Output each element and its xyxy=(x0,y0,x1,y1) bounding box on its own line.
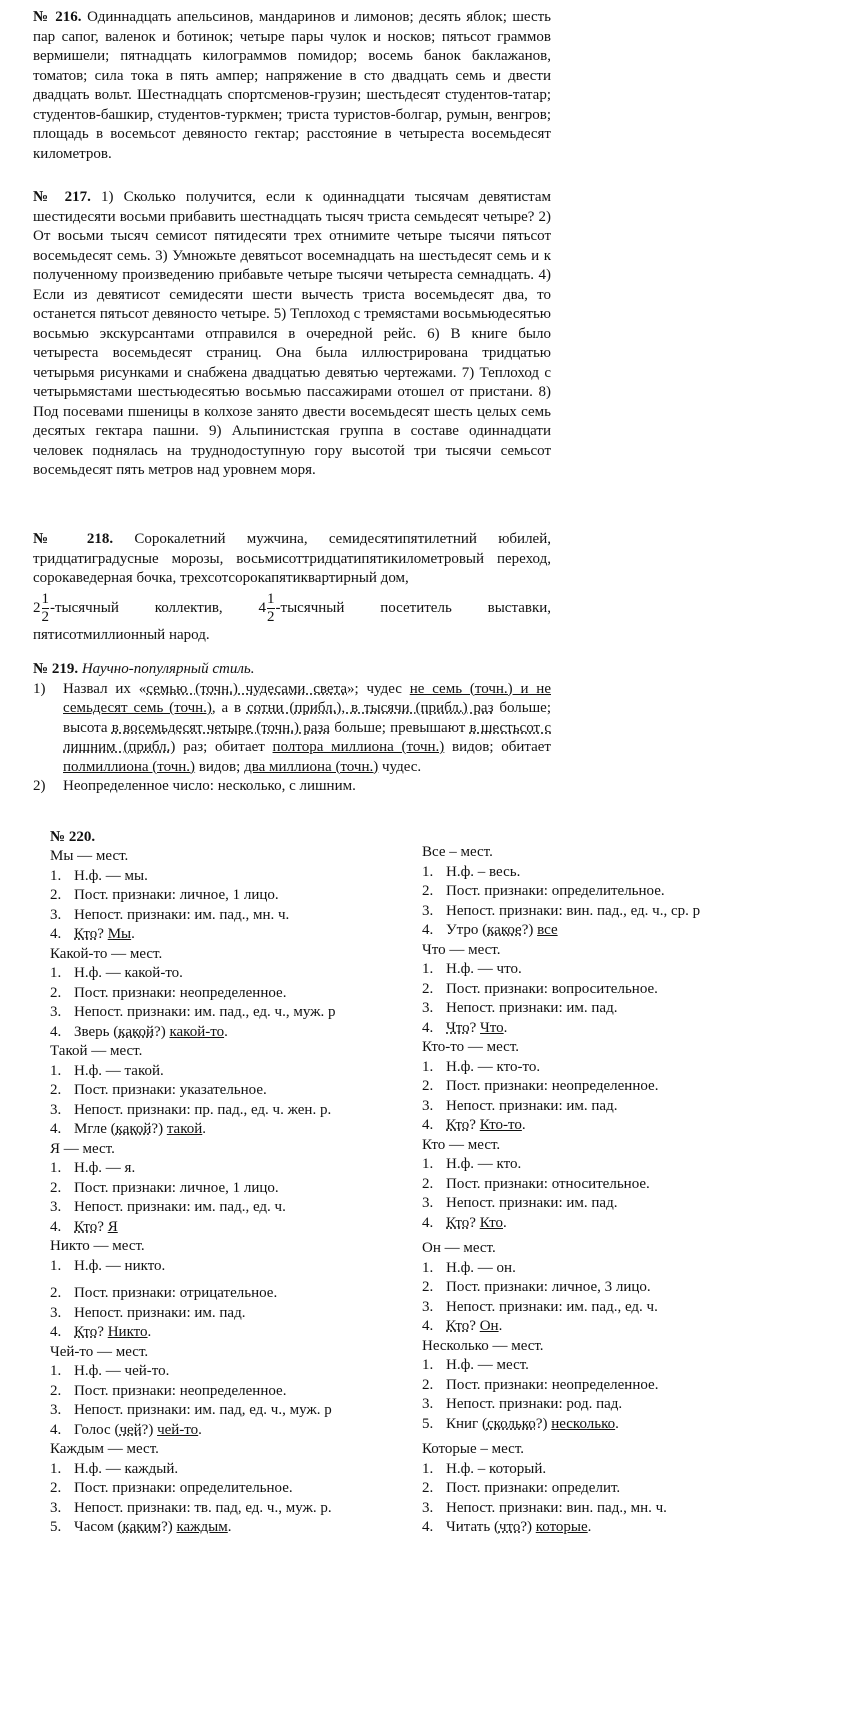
item-text: Пост. признаки: определительное. xyxy=(74,1480,293,1496)
item-number: 1. xyxy=(422,1460,434,1477)
item-text: Непост. признаки: им. пад., ед. ч. xyxy=(74,1199,286,1215)
item-number: 1. xyxy=(422,863,434,880)
list-item xyxy=(50,1304,380,1324)
list-item xyxy=(50,1198,380,1218)
list-item: 4. Голос (чей?) чей-то. xyxy=(50,1421,380,1441)
question-word: какой xyxy=(115,1121,152,1137)
list-item xyxy=(422,1395,752,1415)
item-number: 1. xyxy=(422,1357,434,1373)
answer-word: такой xyxy=(166,1121,203,1137)
list-item xyxy=(422,1376,752,1396)
analysis-block xyxy=(422,941,752,1039)
answer-word: Он xyxy=(479,1318,499,1334)
question-word: Кто xyxy=(74,926,98,942)
answer-word: каждым xyxy=(176,1519,228,1535)
item-number: 2. xyxy=(50,1082,62,1098)
text-run: , а в xyxy=(211,700,247,716)
item-number: 5. xyxy=(50,1519,62,1535)
exercise-text: 1) Сколько получится, если к одиннадцати тысячам девятистам шестидесяти восьми прибавить шестнадцать тысяч триста семьдесят четыре? 2) От восьми тысяч семисот пятидесяти трех отнимите четыре тысячи пятьсот восемьдесят семь. 3) Умножьте девятьсот восемнадцать на шестьдесят семь и к полученному произведению прибавьте четыре тысячи четыреста семнадцать. 4) Если из девятисот семидесяти шести вычесть триста восемьдесят два, то останется пятьсот девяносто четыре. 5) Теплоход с тремястами восьмьюдесятью восьмью экскурсантами отправился в очередной рейс. 6) В книге было четыреста восемьдесят страниц. Она была иллюстрирована тридцатью четырьмя рисунками и снабжена двадцатью девятью чертежами. 7) Теплоход с четырьмястами шестьюдесятью восьмью пассажирами отошел от пристани. 8) Под посевами пшеницы в колхозе занято двести восемьдесят шесть целых семь десятых гектара пашни. 9) Альпинистская группа в составе одиннадцати человек поднялась на труднодоступную гору высотой три тысячи семьсот восемьдесят пять метров над уровнем моря. xyxy=(33,189,552,478)
item-number: 1. xyxy=(50,1460,62,1477)
numeral-phrase: в восемьдесят четыре (точн.) раза xyxy=(111,719,330,736)
item-number: 2. xyxy=(422,980,434,997)
exercise-text: Сорокалетний мужчина, семидесятипятилетний юбилей, тридцатиградусные морозы, восьмисоттридцатипятикилометровый переход, сорокаведерная бочка, трехсотсорокапятиквартирный дом, xyxy=(33,531,551,586)
text-run: чудес. xyxy=(378,758,422,775)
list-item xyxy=(422,1097,752,1117)
list-item xyxy=(422,863,752,883)
question-word: Кто xyxy=(74,1324,98,1340)
item-text: Пост. признаки: неопределенное. xyxy=(74,984,287,1001)
list-item: 5. Часом (каким?) каждым. xyxy=(50,1518,380,1538)
exercise-number: № 218. xyxy=(33,531,114,547)
question-word: что xyxy=(498,1519,521,1535)
block-heading: Чей-то — мест. xyxy=(50,1343,149,1360)
item-number: 1. xyxy=(50,867,62,884)
item-number: 3. xyxy=(422,1499,434,1516)
item-text: Непост. признаки: им. пад, ед. ч., муж. р xyxy=(74,1402,332,1418)
list-item xyxy=(33,777,551,797)
list-item: 5. Книг (сколько?) несколько. xyxy=(422,1415,752,1435)
item-text: Непост. признаки: им. пад., мн. ч. xyxy=(74,906,290,923)
analysis-block xyxy=(422,1038,752,1136)
list-item: 4. Что? Что. xyxy=(422,1019,752,1039)
item-text: Голос xyxy=(74,1421,111,1438)
item-number: 3. xyxy=(422,902,434,919)
text-run: видов; xyxy=(195,758,245,775)
text-run: видов; обитает xyxy=(444,739,551,755)
item-number: 4. xyxy=(422,1019,434,1036)
list-item xyxy=(33,680,551,778)
block-heading: Несколько — мест. xyxy=(422,1337,544,1354)
list-item xyxy=(50,1101,380,1121)
list-item xyxy=(422,882,752,902)
list-item: 4. Мгле (какой?) такой. xyxy=(50,1120,380,1140)
list-item xyxy=(50,1284,380,1304)
text-run: Неопределенное число: несколько, с лишним. xyxy=(63,778,356,794)
text-run: больше; превышают xyxy=(329,719,470,736)
fraction-numerator: 1 xyxy=(267,590,275,607)
item-text: Утро xyxy=(446,922,479,938)
item-text: Непост. признаки: им. пад. xyxy=(446,1000,618,1016)
analysis-block xyxy=(50,945,380,1043)
item-text: Непост. признаки: им. пад. xyxy=(446,1097,618,1114)
item-number: 2. xyxy=(422,1175,434,1192)
item-number: 2. xyxy=(422,1480,434,1496)
item-number: 4. xyxy=(50,1023,62,1040)
text-run: раз; обитает xyxy=(175,739,273,755)
item-number: 4. xyxy=(422,1117,434,1133)
item-number: 2. xyxy=(50,984,62,1001)
numeral-phrase: полтора миллиона (точн.) xyxy=(272,739,445,755)
item-text: Непост. признаки: пр. пад., ед. ч. жен. р. xyxy=(74,1101,332,1118)
item-number: 1) xyxy=(33,680,46,697)
list-item xyxy=(422,1058,752,1078)
question-word: сколько xyxy=(486,1415,536,1432)
list-item xyxy=(50,1159,380,1179)
item-number: 1. xyxy=(50,965,62,981)
list-item: 4. Кто? Никто. xyxy=(50,1323,380,1343)
list-item xyxy=(422,1194,752,1214)
item-text: Пост. признаки: неопределенное. xyxy=(446,1376,659,1393)
analysis-block xyxy=(50,1042,380,1140)
fraction xyxy=(42,591,50,626)
answer-word: несколько xyxy=(551,1415,616,1432)
item-text: Пост. признаки: отрицательное. xyxy=(74,1285,278,1301)
item-text: Непост. признаки: им. пад., ед. ч. xyxy=(446,1298,658,1315)
item-text: Непост. признаки: им. пад. xyxy=(446,1195,618,1211)
fraction-text: -тысячный коллектив, xyxy=(50,599,223,616)
answer-word: Мы xyxy=(107,926,132,942)
item-text: Н.ф. — каждый. xyxy=(74,1460,179,1477)
list-item xyxy=(422,1499,752,1519)
fraction xyxy=(267,591,275,626)
fraction-numerator: 1 xyxy=(41,590,49,607)
block-heading: Он — мест. xyxy=(422,1240,496,1256)
list-item xyxy=(50,1382,380,1402)
item-number: 4. xyxy=(422,1318,434,1334)
numeral-phrase: семью (точн.) чудесами света xyxy=(146,680,347,697)
item-text: Пост. признаки: вопросительное. xyxy=(446,980,658,997)
item-text: Часом xyxy=(74,1519,114,1535)
block-heading: Какой-то — мест. xyxy=(50,945,163,962)
item-number: 5. xyxy=(422,1415,434,1432)
item-text: Н.ф. — что. xyxy=(446,961,522,977)
answer-word: какой-то xyxy=(169,1023,225,1040)
question-word: Кто xyxy=(74,1218,98,1235)
analysis-block xyxy=(422,843,752,941)
item-text: Читать xyxy=(446,1519,491,1535)
block-heading: Никто — мест. xyxy=(50,1238,145,1254)
item-text: Непост. признаки: им. пад. xyxy=(74,1304,246,1321)
item-number: 3. xyxy=(422,1396,434,1412)
item-text: Непост. признаки: род. пад. xyxy=(446,1396,623,1412)
answer-word: Никто xyxy=(107,1324,148,1340)
item-number: 3. xyxy=(422,1298,434,1315)
item-text: Пост. признаки: неопределенное. xyxy=(74,1382,287,1399)
mixed-fraction-whole: 4 xyxy=(258,599,267,616)
item-number: 2. xyxy=(50,1480,62,1496)
item-text: Н.ф. — чей-то. xyxy=(74,1363,170,1379)
block-heading: Кто-то — мест. xyxy=(422,1039,520,1055)
item-number: 1. xyxy=(422,1156,434,1172)
list-item xyxy=(422,1298,752,1318)
list-item xyxy=(422,1479,752,1499)
item-text: Непост. признаки: тв. пад, ед. ч., муж. р. xyxy=(74,1499,332,1516)
list-item xyxy=(50,1003,380,1023)
numeral-phrase: в шестьсот с лишним (прибл.) xyxy=(63,719,551,755)
item-number: 3. xyxy=(50,1304,62,1321)
list-item xyxy=(50,867,380,887)
list-item xyxy=(50,1081,380,1101)
numeral-phrase: сотни (прибл.), в тысячи (прибл.) раз xyxy=(246,700,494,716)
list-item xyxy=(422,1155,752,1175)
question-word: Что xyxy=(446,1019,470,1036)
list-item xyxy=(422,980,752,1000)
list-item xyxy=(422,1356,752,1376)
text-run: »; чудес xyxy=(347,680,410,697)
item-text: Н.ф. — какой-то. xyxy=(74,965,183,981)
fraction-denominator: 2 xyxy=(267,608,275,625)
item-text: Пост. признаки: определит. xyxy=(446,1480,621,1496)
exercise-220-left-column xyxy=(50,847,380,1538)
item-text: Книг xyxy=(446,1415,479,1432)
answer-word: Что xyxy=(480,1019,504,1036)
answer-word: Кто-то xyxy=(479,1117,522,1133)
item-number: 4. xyxy=(422,1214,434,1231)
fraction-denominator: 2 xyxy=(41,608,49,625)
mixed-fraction-whole: 2 xyxy=(33,599,41,616)
analysis-block xyxy=(422,1440,752,1538)
item-text: Н.ф. – который. xyxy=(446,1460,547,1477)
item-text: Н.ф. — кто-то. xyxy=(446,1058,541,1075)
list-item xyxy=(50,1062,380,1082)
item-number: 2. xyxy=(50,1382,62,1399)
analysis-block xyxy=(50,1140,380,1238)
list-item xyxy=(50,1499,380,1519)
numeral-phrase: не семь (точн.) и не семьдесят семь (точн.) xyxy=(63,680,551,716)
list-item xyxy=(50,984,380,1004)
block-heading: Кто — мест. xyxy=(422,1136,501,1153)
list-item xyxy=(50,1479,380,1499)
analysis-block xyxy=(422,1136,752,1234)
numeral-phrase: два миллиона (точн.) xyxy=(244,758,379,775)
item-number: 1. xyxy=(422,961,434,977)
item-text: Пост. признаки: неопределенное. xyxy=(446,1078,659,1094)
exercise-220-right-column xyxy=(422,843,752,1538)
item-number: 1. xyxy=(50,1160,62,1176)
list-item: 4. Кто? Мы. xyxy=(50,925,380,945)
list-item xyxy=(50,1401,380,1421)
exercise-number: № 216. xyxy=(33,9,82,25)
item-number: 2. xyxy=(50,1179,62,1196)
item-text: Непост. признаки: вин. пад., мн. ч. xyxy=(446,1499,667,1516)
exercise-217 xyxy=(33,188,551,481)
item-number: 3. xyxy=(50,1402,62,1418)
question-word: каким xyxy=(122,1519,162,1535)
exercise-219 xyxy=(33,660,551,797)
list-item: 4. Кто? Он. xyxy=(422,1317,752,1337)
item-number: 4. xyxy=(50,1121,62,1137)
item-number: 3. xyxy=(50,1499,62,1516)
item-text: Н.ф. – весь. xyxy=(446,863,521,880)
list-item xyxy=(422,1077,752,1097)
item-number: 2. xyxy=(50,887,62,903)
item-text: Пост. признаки: личное, 1 лицо. xyxy=(74,887,279,903)
answer-word: все xyxy=(537,922,558,938)
item-text: Н.ф. — мы. xyxy=(74,867,148,884)
list-item xyxy=(50,1460,380,1480)
list-item xyxy=(50,886,380,906)
list-item xyxy=(50,964,380,984)
item-text: Н.ф. — я. xyxy=(74,1160,136,1176)
block-heading: Которые – мест. xyxy=(422,1441,525,1457)
exercise-218 xyxy=(33,530,551,645)
item-number: 1. xyxy=(422,1259,434,1276)
item-number: 4. xyxy=(422,1519,434,1535)
list-item xyxy=(50,906,380,926)
item-number: 3. xyxy=(422,1000,434,1016)
list-item: 4. Зверь (какой?) какой-то. xyxy=(50,1023,380,1043)
item-number: 2. xyxy=(422,1376,434,1393)
list-item: 4. Кто? Кто-то. xyxy=(422,1116,752,1136)
item-number: 2) xyxy=(33,778,46,794)
answer-word: Я xyxy=(107,1218,118,1235)
list-item xyxy=(422,1175,752,1195)
block-heading: Я — мест. xyxy=(50,1140,115,1157)
question-word: Кто xyxy=(446,1117,470,1133)
item-text: Пост. признаки: относительное. xyxy=(446,1175,650,1192)
exercise-number: № 219. xyxy=(33,661,79,677)
question-word: какое xyxy=(487,922,522,938)
item-number: 4. xyxy=(50,926,62,942)
item-text: Н.ф. — такой. xyxy=(74,1062,164,1079)
item-number: 1. xyxy=(50,1363,62,1379)
analysis-block xyxy=(50,847,380,945)
list-item: 4. Кто? Я xyxy=(50,1218,380,1238)
analysis-block xyxy=(422,1239,752,1337)
analysis-block xyxy=(422,1337,752,1435)
item-text: Н.ф. — мест. xyxy=(446,1357,529,1373)
answer-word: которые xyxy=(535,1519,588,1535)
answer-word: Кто xyxy=(479,1214,504,1231)
item-text: Непост. признаки: им. пад., ед. ч., муж. р xyxy=(74,1004,336,1020)
item-number: 3. xyxy=(50,906,62,923)
block-heading: Что — мест. xyxy=(422,941,501,958)
item-text: Непост. признаки: вин. пад., ед. ч., ср. р xyxy=(446,902,701,919)
analysis-block xyxy=(50,1440,380,1538)
list-item: 4. Кто? Кто. xyxy=(422,1214,752,1234)
list-item xyxy=(422,1278,752,1298)
item-number: 4. xyxy=(50,1324,62,1340)
item-text: Н.ф. — кто. xyxy=(446,1156,522,1172)
item-number: 1. xyxy=(50,1062,62,1079)
item-number: 2. xyxy=(422,1078,434,1094)
item-number: 3. xyxy=(50,1199,62,1215)
list-item xyxy=(422,1460,752,1480)
item-text: Пост. признаки: личное, 1 лицо. xyxy=(74,1179,279,1196)
question-word: какой xyxy=(118,1023,155,1040)
item-number: 2. xyxy=(422,883,434,899)
item-number: 2. xyxy=(50,1285,62,1301)
item-text: Н.ф. — никто. xyxy=(74,1257,166,1274)
item-number: 1. xyxy=(50,1257,62,1274)
block-heading: Мы — мест. xyxy=(50,848,129,864)
item-text: Зверь xyxy=(74,1023,110,1040)
item-number: 3. xyxy=(50,1101,62,1118)
item-number: 3. xyxy=(50,1004,62,1020)
item-number: 3. xyxy=(422,1097,434,1114)
exercise-216 xyxy=(33,8,551,164)
list-item xyxy=(50,1362,380,1382)
fraction-text: -тысячный посетитель выставки, пятисотмиллионный народ. xyxy=(33,599,552,643)
exercise-style: Научно-популярный стиль. xyxy=(81,661,255,677)
list-item: 4. Утро (какое?) все xyxy=(422,921,752,941)
list-item xyxy=(422,902,752,922)
item-text: Пост. признаки: определительное. xyxy=(446,883,665,899)
list-item xyxy=(422,1259,752,1279)
block-heading: Все – мест. xyxy=(422,844,493,860)
question-word: чей xyxy=(119,1421,142,1438)
analysis-block xyxy=(50,1343,380,1441)
item-text: Мгле xyxy=(74,1121,107,1137)
item-text: Пост. признаки: личное, 3 лицо. xyxy=(446,1279,651,1295)
item-number: 3. xyxy=(422,1195,434,1211)
item-number: 2. xyxy=(422,1279,434,1295)
exercise-number: № 217. xyxy=(33,189,91,205)
text-run: Назвал их « xyxy=(63,680,147,697)
answer-word: чей-то xyxy=(157,1421,199,1438)
analysis-block xyxy=(50,1237,380,1343)
list-item xyxy=(50,1257,380,1277)
text-run: больше; высота xyxy=(63,700,551,736)
exercise-text: Одиннадцать апельсинов, мандаринов и лимонов; десять яблок; шесть пар сапог, валенок и ботинок; четыре пары чулок и носков; пятьсот граммов вермишели; пятнадцать килограммов помидор; восемь банок баклажанов, томатов; сила тока в пять ампер; напряжение в сто двадцать семь и двести двадцать вольт. Шестнадцать спортсменов-грузин; шестьдесят студентов-татар; студентов-башкир, студентов-туркмен; триста туристов-болгар, румын, венгров; площадь в восемьсот девяносто гектар; расстояние в четыреста восемьдесят километров. xyxy=(33,9,552,162)
item-text: Пост. признаки: указательное. xyxy=(74,1082,267,1098)
item-number: 4. xyxy=(50,1218,62,1235)
item-number: 4. xyxy=(50,1421,62,1438)
exercise-number: № 220. xyxy=(50,829,96,845)
list-item: 4. Читать (что?) которые. xyxy=(422,1518,752,1538)
list-item xyxy=(422,999,752,1019)
list-item xyxy=(422,960,752,980)
list-item xyxy=(50,1179,380,1199)
question-word: Кто xyxy=(446,1318,470,1334)
item-text: Н.ф. — он. xyxy=(446,1259,516,1276)
item-number: 1. xyxy=(422,1058,434,1075)
question-word: Кто xyxy=(446,1214,470,1231)
numeral-phrase: полмиллиона (точн.) xyxy=(63,758,196,775)
block-heading: Каждым — мест. xyxy=(50,1441,159,1457)
item-number: 4. xyxy=(422,922,434,938)
block-heading: Такой — мест. xyxy=(50,1043,143,1059)
